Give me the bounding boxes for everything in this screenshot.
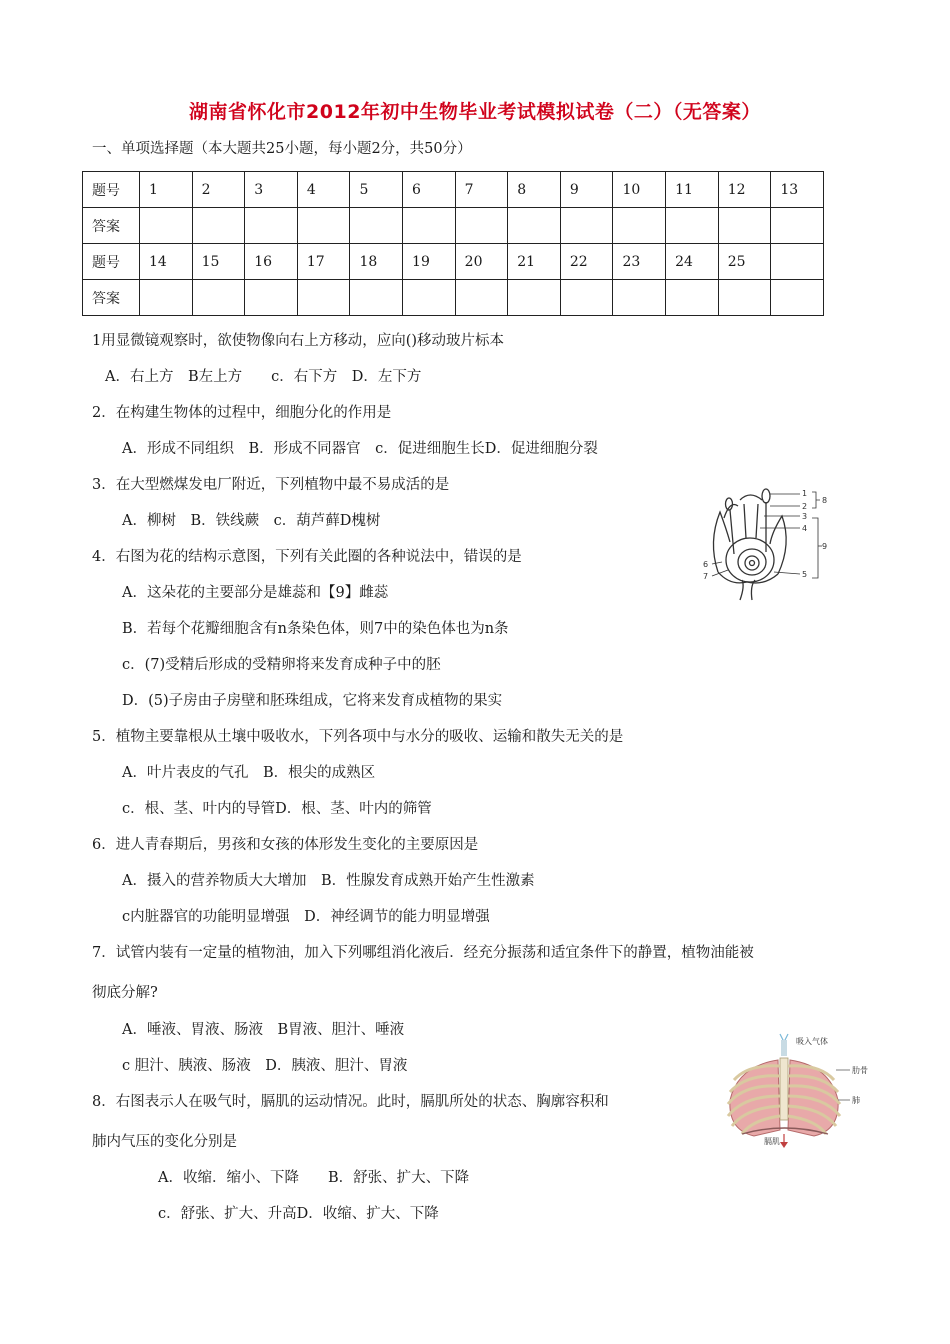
row-label: 答案: [83, 280, 140, 316]
ribcage-breathing-figure: [718, 1030, 876, 1150]
answer-cell[interactable]: [718, 208, 771, 244]
table-cell: 5: [350, 172, 403, 208]
question-3: 3．在大型燃煤发电厂附近，下列植物中最不易成活的是: [92, 477, 450, 493]
question-7: 7．试管内装有一定量的植物油，加入下列哪组消化液后．经充分振荡和适宜条件下的静置，植物油能被: [92, 945, 754, 961]
flower-label-9: 9: [822, 542, 828, 551]
question-8: 8．右图表示人在吸气时，膈肌的运动情况。此时，膈肌所处的状态、胸廓容积和: [92, 1094, 609, 1110]
flower-label-2: 2: [802, 502, 808, 511]
label-rib: 肋骨: [852, 1066, 868, 1075]
question-4-option-a: A．这朵花的主要部分是雄蕊和【9】雌蕊: [122, 585, 389, 601]
table-cell: 24: [666, 244, 719, 280]
table-cell: 21: [508, 244, 561, 280]
table-cell: 23: [613, 244, 666, 280]
answer-cell[interactable]: [613, 208, 666, 244]
table-row: [83, 172, 824, 208]
answer-cell[interactable]: [245, 280, 298, 316]
table-row: [83, 280, 824, 316]
label-inhaled-air: 吸入气体: [796, 1037, 828, 1046]
flower-label-7: 7: [703, 572, 709, 581]
table-cell: [771, 244, 824, 280]
answer-cell[interactable]: [771, 280, 824, 316]
answer-cell[interactable]: [140, 280, 193, 316]
table-cell: 17: [297, 244, 350, 280]
question-6-options-ab: A．摄入的营养物质大大增加 B．性腺发育成熟开始产生性激素: [122, 873, 535, 889]
answer-cell[interactable]: [297, 280, 350, 316]
table-row: [83, 244, 824, 280]
table-cell: 11: [666, 172, 719, 208]
table-cell: 13: [771, 172, 824, 208]
flower-label-3: 3: [802, 512, 808, 521]
question-6-options-cd: c内脏器官的功能明显增强 D．神经调节的能力明显增强: [122, 909, 490, 925]
answer-cell[interactable]: [350, 208, 403, 244]
question-5-options-cd: c．根、茎、叶内的导管D．根、茎、叶内的筛管: [122, 801, 432, 817]
table-cell: 4: [297, 172, 350, 208]
page-title: 湖南省怀化市2012年初中生物毕业考试模拟试卷（二）（无答案）: [189, 101, 761, 123]
table-cell: 16: [245, 244, 298, 280]
table-cell: 19: [403, 244, 456, 280]
answer-cell[interactable]: [403, 208, 456, 244]
table-cell: 14: [140, 244, 193, 280]
flower-label-4: 4: [802, 524, 808, 533]
answer-cell[interactable]: [350, 280, 403, 316]
row-label: 答案: [83, 208, 140, 244]
table-cell: 20: [455, 244, 508, 280]
question-3-options: A．柳树 B．铁线蕨 c．葫芦藓D槐树: [122, 513, 381, 529]
question-2-options: A．形成不同组织 B．形成不同器官 c．促进细胞生长D．促进细胞分裂: [122, 441, 598, 457]
label-lung: 肺: [852, 1096, 860, 1105]
label-diaphragm: 膈肌: [764, 1137, 780, 1146]
flower-structure-figure: [700, 482, 830, 607]
question-7-options-ab: A．唾液、胃液、肠液 B胃液、胆汁、唾液: [122, 1022, 405, 1038]
answer-cell[interactable]: [508, 208, 561, 244]
answer-cell[interactable]: [508, 280, 561, 316]
flower-label-6: 6: [703, 560, 709, 569]
question-1-options: A．右上方 B左上方 c．右下方 D．左下方: [105, 369, 422, 385]
question-8-options-cd: c．舒张、扩大、升高D．收缩、扩大、下降: [158, 1206, 439, 1222]
answer-cell[interactable]: [455, 280, 508, 316]
flower-label-5: 5: [802, 570, 808, 579]
question-2: 2．在构建生物体的过程中，细胞分化的作用是: [92, 405, 392, 421]
answer-cell[interactable]: [192, 280, 245, 316]
table-cell: 8: [508, 172, 561, 208]
table-cell: 18: [350, 244, 403, 280]
table-cell: 25: [718, 244, 771, 280]
answer-cell[interactable]: [718, 280, 771, 316]
answer-cell[interactable]: [771, 208, 824, 244]
flower-label-8: 8: [822, 496, 828, 505]
table-cell: 7: [455, 172, 508, 208]
row-label: 题号: [83, 244, 140, 280]
answer-cell[interactable]: [297, 208, 350, 244]
table-cell: 12: [718, 172, 771, 208]
row-label: 题号: [83, 172, 140, 208]
question-1: 1用显微镜观察时，欲使物像向右上方移动，应向()移动玻片标本: [92, 333, 505, 349]
question-6: 6．进人青春期后，男孩和女孩的体形发生变化的主要原因是: [92, 837, 479, 853]
flower-label-1: 1: [802, 489, 808, 498]
question-7-continued: 彻底分解?: [92, 985, 158, 1001]
question-5: 5．植物主要靠根从土壤中吸收水，下列各项中与水分的吸收、运输和散失无关的是: [92, 729, 624, 745]
question-7-options-cd: c 胆汁、胰液、肠液 D．胰液、胆汁、胃液: [122, 1058, 408, 1074]
answer-cell[interactable]: [666, 208, 719, 244]
answer-cell[interactable]: [455, 208, 508, 244]
table-cell: 10: [613, 172, 666, 208]
question-4: 4．右图为花的结构示意图，下列有关此圈的各种说法中，错误的是: [92, 549, 522, 565]
answer-cell[interactable]: [560, 208, 613, 244]
table-cell: 15: [192, 244, 245, 280]
question-5-options-ab: A．叶片表皮的气孔 B．根尖的成熟区: [122, 765, 376, 781]
answer-cell[interactable]: [245, 208, 298, 244]
table-cell: 3: [245, 172, 298, 208]
answer-cell[interactable]: [140, 208, 193, 244]
question-8-options-ab: A．收缩．缩小、下降 B．舒张、扩大、下降: [158, 1170, 470, 1186]
table-cell: 1: [140, 172, 193, 208]
answer-cell[interactable]: [192, 208, 245, 244]
table-row: [83, 208, 824, 244]
section-heading: 一、单项选择题（本大题共25小题，每小题2分，共50分）: [92, 141, 472, 157]
table-cell: 6: [403, 172, 456, 208]
table-cell: 2: [192, 172, 245, 208]
question-4-option-c: c．(7)受精后形成的受精卵将来发育成种子中的胚: [122, 657, 441, 673]
answer-cell[interactable]: [560, 280, 613, 316]
table-cell: 22: [560, 244, 613, 280]
answer-cell[interactable]: [613, 280, 666, 316]
question-8-continued: 肺内气压的变化分别是: [92, 1134, 237, 1150]
answer-table: [82, 171, 824, 316]
question-4-option-b: B．若每个花瓣细胞含有n条染色体，则7中的染色体也为n条: [122, 621, 509, 637]
answer-cell[interactable]: [666, 280, 719, 316]
table-cell: 9: [560, 172, 613, 208]
question-4-option-d: D．(5)子房由子房壁和胚珠组成，它将来发育成植物的果实: [122, 693, 503, 709]
answer-cell[interactable]: [403, 280, 456, 316]
